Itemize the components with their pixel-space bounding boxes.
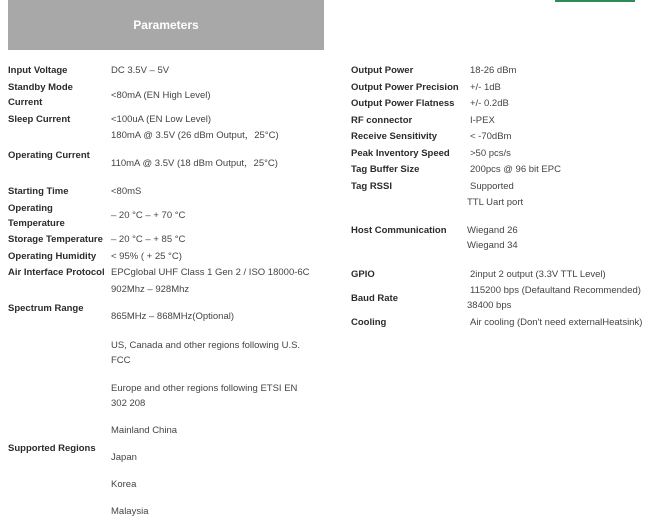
storage-temperature-value: – 20 °C – + 85 °C: [111, 234, 186, 245]
tag-rssi-label: Tag RSSI: [351, 181, 392, 192]
region-korea: Korea: [111, 479, 137, 490]
operating-current-label: Operating Current: [8, 150, 90, 161]
tag-buffer-size-value: 200pcs @ 96 bit EPC: [470, 164, 561, 175]
operating-current-value: 110mA @ 3.5V (18 dBm Output，25°C): [111, 158, 278, 169]
peak-inventory-speed-value: >50 pcs/s: [470, 148, 511, 159]
receive-sensitivity-label: Receive Sensitivity: [351, 131, 438, 142]
standby-mode-current-value: <80mA (EN High Level): [111, 90, 211, 101]
region-eu-line2: 302 208: [111, 398, 146, 409]
region-eu-line1: Europe and other regions following ETSI EN: [111, 383, 298, 394]
output-power-precision-value: +/- 1dB: [470, 82, 501, 93]
operating-humidity-value: < 95% ( + 25 °C): [111, 251, 182, 262]
input-voltage-value: DC 3.5V – 5V: [111, 65, 170, 76]
host-communication-value-line1: TTL Uart port: [467, 197, 524, 208]
standby-mode-current-label-line1: Standby Mode: [8, 82, 73, 93]
starting-time-label: Starting Time: [8, 186, 69, 197]
standby-mode-current-label-line2: Current: [8, 97, 43, 108]
output-power-flatness-value: +/- 0.2dB: [470, 98, 509, 109]
output-power-label: Output Power: [351, 65, 414, 76]
cooling-value: Air cooling (Don't need externalHeatsink): [470, 317, 643, 328]
host-communication-value-line2: Wiegand 26: [467, 225, 518, 236]
input-voltage-label: Input Voltage: [8, 65, 68, 76]
region-us-line2: FCC: [111, 355, 131, 366]
output-power-value: 18-26 dBm: [470, 65, 517, 76]
rf-connector-label: RF connector: [351, 115, 413, 126]
region-china: Mainland China: [111, 425, 178, 436]
output-power-flatness-label: Output Power Flatness: [351, 98, 455, 109]
active-tab-accent: [555, 0, 635, 2]
spectrum-range-value-line1: 902Mhz – 928Mhz: [111, 284, 190, 295]
host-communication-value-line3: Wiegand 34: [467, 240, 518, 251]
baud-rate-label: Baud Rate: [351, 293, 398, 304]
operating-temperature-value: – 20 °C – + 70 °C: [111, 210, 186, 221]
air-interface-protocol-label: Air Interface Protocol: [8, 267, 105, 278]
sleep-current-label: Sleep Current: [8, 114, 71, 125]
air-interface-protocol-value: EPCglobal UHF Class 1 Gen 2 / ISO 18000-6C: [111, 267, 310, 278]
supported-regions-label: Supported Regions: [8, 443, 96, 454]
starting-time-value: <80mS: [111, 186, 142, 197]
host-communication-label: Host Communication: [351, 225, 447, 236]
tag-rssi-value: Supported: [470, 181, 514, 192]
storage-temperature-label: Storage Temperature: [8, 234, 103, 245]
gpio-value: 2input 2 output (3.3V TTL Level): [470, 269, 606, 280]
tab-parameters[interactable]: [8, 0, 324, 50]
baud-rate-value-line1: 115200 bps (Defaultand Recommended): [470, 285, 641, 296]
baud-rate-value-line2: 38400 bps: [467, 300, 512, 311]
operating-temperature-label-line2: Temperature: [8, 218, 65, 229]
sleep-current-value-line1: <100uA (EN Low Level): [111, 114, 212, 125]
output-power-precision-label: Output Power Precision: [351, 82, 459, 93]
cooling-label: Cooling: [351, 317, 387, 328]
sleep-current-value-line2: 180mA @ 3.5V (26 dBm Output，25°C): [111, 130, 279, 141]
receive-sensitivity-value: < -70dBm: [470, 131, 512, 142]
region-malaysia: Malaysia: [111, 506, 149, 517]
operating-humidity-label: Operating Humidity: [8, 251, 97, 262]
gpio-label: GPIO: [351, 269, 375, 280]
peak-inventory-speed-label: Peak Inventory Speed: [351, 148, 450, 159]
region-us-line1: US, Canada and other regions following U.S.: [111, 340, 301, 351]
spectrum-range-value-line2: 865MHz – 868MHz(Optional): [111, 311, 235, 322]
rf-connector-value: I-PEX: [470, 115, 495, 126]
tab-parameters-label: Parameters: [133, 18, 199, 32]
region-japan: Japan: [111, 452, 137, 463]
tag-buffer-size-label: Tag Buffer Size: [351, 164, 420, 175]
spectrum-range-label: Spectrum Range: [8, 303, 84, 314]
operating-temperature-label-line1: Operating: [8, 203, 53, 214]
